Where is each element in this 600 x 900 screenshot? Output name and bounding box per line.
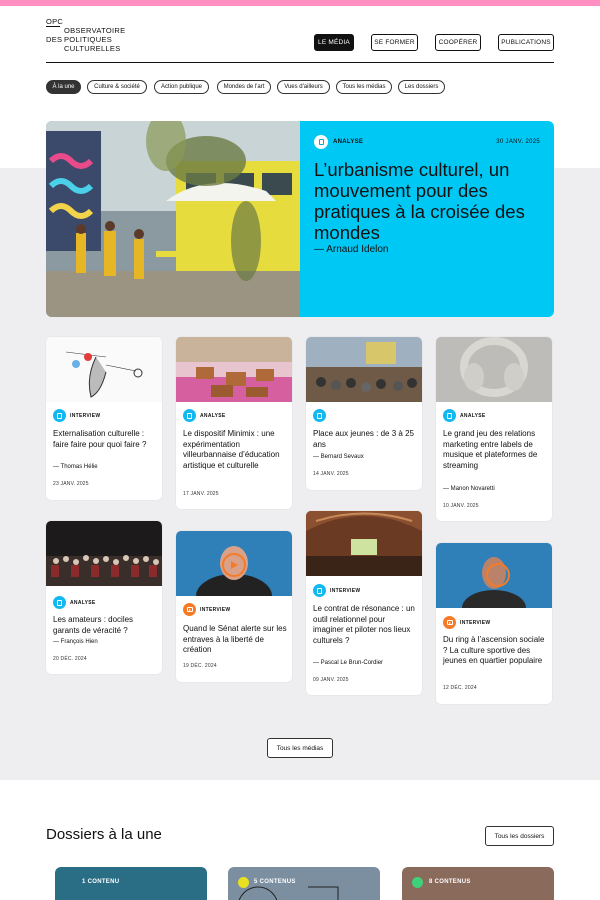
logo-text-opc: OPC xyxy=(46,17,64,26)
hero-category: ANALYSE xyxy=(333,139,364,145)
article-card[interactable] xyxy=(306,511,422,695)
all-dossiers-button[interactable]: Tous les dossiers xyxy=(485,826,554,846)
card-author: — Manon Novaretti xyxy=(443,486,495,492)
nav-publications-button[interactable]: PUBLICATIONS xyxy=(498,34,554,51)
logo-text-observatoire: OBSERVATOIRE xyxy=(64,26,126,35)
hero-title[interactable]: L’urbanisme culturel, un mouvement pour des pratiques à la croisée des mondes xyxy=(314,159,525,243)
card-date: 23 JANV. 2025 xyxy=(53,481,89,487)
card-date: 09 JANV. 2025 xyxy=(313,677,349,683)
card-thumbnail xyxy=(46,521,162,586)
video-icon xyxy=(183,603,196,616)
card-title[interactable]: Quand le Sénat alerte sur les entraves à la liberté de création xyxy=(183,624,287,654)
card-title[interactable]: Les amateurs : dociles garants de véracité ? xyxy=(53,615,134,635)
document-icon xyxy=(53,409,66,422)
article-card[interactable] xyxy=(176,531,292,682)
article-card[interactable] xyxy=(176,337,292,509)
document-icon xyxy=(53,596,66,609)
dossier-count: 1 CONTENU xyxy=(82,879,120,885)
card-thumbnail xyxy=(46,337,162,402)
nav-media-button[interactable]: LE MÉDIA xyxy=(314,34,354,51)
card-date: 19 DÉC. 2024 xyxy=(183,663,217,669)
logo-text-politiques: POLITIQUES xyxy=(64,35,113,44)
filter-a-la-une[interactable]: À la une xyxy=(46,80,81,94)
dossier-illustration xyxy=(228,867,380,900)
filter-mondes-art[interactable]: Mondes de l'art xyxy=(217,80,271,94)
card-date: 10 JANV. 2025 xyxy=(443,503,479,509)
card-title[interactable]: Place aux jeunes : de 3 à 25 ans xyxy=(313,429,414,449)
card-date: 17 JANV. 2025 xyxy=(183,491,219,497)
card-thumbnail xyxy=(176,337,292,402)
document-icon xyxy=(183,409,196,422)
video-icon xyxy=(443,616,456,629)
card-date: 12 DÉC. 2024 xyxy=(443,685,477,691)
card-thumbnail xyxy=(306,511,422,576)
folder-icon xyxy=(238,877,249,888)
card-author: — Thomas Hélie xyxy=(53,464,98,470)
article-card[interactable] xyxy=(436,543,552,704)
dossier-count: 8 CONTENUS xyxy=(429,879,471,885)
card-title[interactable]: Externalisation culturelle : faire faire pour quoi faire ? xyxy=(53,429,147,449)
card-title[interactable]: Du ring à l’ascension sociale ? La culture sportive des jeunes en quartier populaire xyxy=(443,635,545,665)
top-accent-bar xyxy=(0,0,600,6)
article-card[interactable] xyxy=(46,521,162,674)
dossiers-heading: Dossiers à la une xyxy=(46,826,162,843)
logo-rule xyxy=(46,26,60,27)
document-icon xyxy=(314,135,328,149)
dossier-count: 5 CONTENUS xyxy=(254,879,296,885)
dossier-card[interactable] xyxy=(55,867,207,900)
document-icon xyxy=(313,409,326,422)
header-divider xyxy=(46,62,554,63)
filter-action-publique[interactable]: Action publique xyxy=(154,80,209,94)
filter-vues-ailleurs[interactable]: Vues d'ailleurs xyxy=(277,80,330,94)
nav-training-button[interactable]: SE FORMER xyxy=(371,34,418,51)
card-category: INTERVIEW xyxy=(200,606,231,613)
card-thumbnail xyxy=(436,337,552,402)
article-card[interactable] xyxy=(46,337,162,500)
card-title[interactable]: Le grand jeu des relations marketing entre labels de musique et plateformes de streaming xyxy=(443,429,538,470)
article-card[interactable] xyxy=(306,337,422,490)
card-thumbnail xyxy=(436,543,552,608)
card-date: 14 JANV. 2025 xyxy=(313,471,349,477)
logo-text-des: DES xyxy=(46,35,63,44)
document-icon xyxy=(443,409,456,422)
card-title[interactable]: Le contrat de résonance : un outil relationnel pour imaginer et piloter nos lieux culturels ? xyxy=(313,604,415,645)
logo-text-culturelles: CULTURELLES xyxy=(64,44,121,53)
nav-cooperate-button[interactable]: COOPÉRER xyxy=(435,34,481,51)
hero-article[interactable] xyxy=(46,121,554,317)
card-thumbnail xyxy=(176,531,292,596)
card-author: — Bernard Sevaux xyxy=(313,454,364,460)
card-category: ANALYSE xyxy=(70,599,96,606)
card-author: — Pascal Le Brun-Cordier xyxy=(313,660,384,666)
card-category: INTERVIEW xyxy=(460,619,491,626)
site-logo[interactable] xyxy=(46,17,166,57)
card-date: 20 DÉC. 2024 xyxy=(53,656,87,662)
hero-date: 30 JANV. 2025 xyxy=(496,139,540,145)
hero-text-panel xyxy=(300,121,554,317)
card-category: INTERVIEW xyxy=(330,587,361,594)
dossier-card[interactable] xyxy=(402,867,554,900)
card-category: ANALYSE xyxy=(200,412,226,419)
all-media-button[interactable]: Tous les médias xyxy=(267,738,333,758)
dossier-badge-icon xyxy=(412,877,423,888)
document-icon xyxy=(313,584,326,597)
card-category: ANALYSE xyxy=(460,412,486,419)
card-author: — François Hien xyxy=(53,639,98,645)
filter-culture-societe[interactable]: Culture & société xyxy=(87,80,147,94)
card-title[interactable]: Le dispositif Minimix : une expérimentation villeurbannaise d’éducation artistique et culturelle xyxy=(183,429,280,470)
card-thumbnail xyxy=(306,337,422,402)
filter-dossiers[interactable]: Les dossiers xyxy=(398,80,445,94)
filter-tous-medias[interactable]: Tous les médias xyxy=(336,80,392,94)
hero-image xyxy=(46,121,300,317)
hero-author: — Arnaud Idelon xyxy=(314,244,389,255)
article-card[interactable] xyxy=(436,337,552,521)
dossier-card[interactable] xyxy=(228,867,380,900)
card-category: INTERVIEW xyxy=(70,412,101,419)
